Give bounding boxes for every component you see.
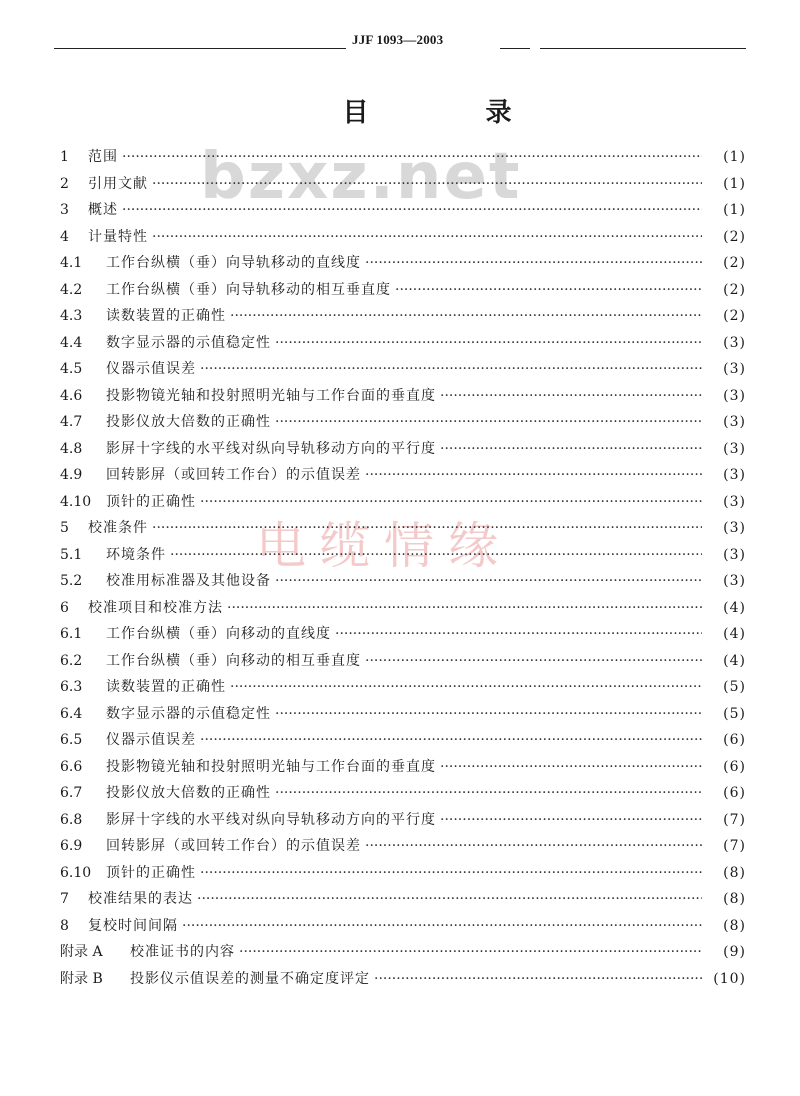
toc-entry-page: (10) bbox=[713, 970, 746, 987]
toc-entry-page: (7) bbox=[723, 811, 746, 828]
toc-entry-label: 范围 bbox=[88, 149, 118, 165]
toc-entry[interactable] bbox=[58, 305, 746, 332]
toc-entry-label: 校准证书的内容 bbox=[130, 944, 235, 960]
toc-entry[interactable] bbox=[58, 676, 746, 703]
toc-entry-label: 回转影屏（或回转工作台）的示值误差 bbox=[106, 838, 361, 854]
toc-entry-label: 投影仪示值误差的测量不确定度评定 bbox=[130, 970, 370, 987]
toc-entry-label: 读数装置的正确性 bbox=[106, 308, 226, 324]
toc-entry-page: (2) bbox=[723, 255, 746, 271]
toc-entry-label: 概述 bbox=[88, 202, 118, 218]
toc-dot-leader bbox=[152, 229, 702, 245]
page-title: 目 录 bbox=[342, 98, 566, 128]
toc-entry[interactable] bbox=[58, 385, 746, 412]
toc-entry-page: (3) bbox=[723, 573, 746, 589]
toc-entry-page: (8) bbox=[723, 891, 746, 907]
toc-entry-number: 6.10 bbox=[60, 864, 92, 881]
cn-watermark: 电缆情缘 bbox=[256, 517, 512, 575]
toc-entry[interactable] bbox=[58, 862, 746, 889]
toc-entry-number: 6.8 bbox=[60, 811, 83, 828]
toc-entry[interactable] bbox=[58, 941, 746, 968]
toc-entry-label: 顶针的正确性 bbox=[106, 493, 196, 510]
toc-entry-number: 6.2 bbox=[60, 652, 83, 669]
toc-dot-leader bbox=[239, 944, 702, 960]
toc-entry-page: (4) bbox=[723, 652, 746, 669]
toc-entry-label: 环境条件 bbox=[106, 546, 166, 563]
toc-dot-leader bbox=[365, 255, 702, 271]
toc-entry-label: 校准项目和校准方法 bbox=[88, 599, 223, 616]
toc-dot-leader bbox=[440, 759, 702, 775]
toc-entry-number: 3 bbox=[60, 202, 69, 218]
toc-entry-number: 4.8 bbox=[60, 440, 83, 457]
toc-entry-label: 复校时间间隔 bbox=[88, 917, 178, 934]
toc-entry-page: (1) bbox=[723, 149, 746, 165]
toc-entry-page: (6) bbox=[723, 785, 746, 801]
toc-entry[interactable] bbox=[58, 888, 746, 915]
toc-dot-leader bbox=[275, 785, 702, 801]
toc-entry-number: 6.3 bbox=[60, 679, 83, 695]
toc-entry-number: 4.2 bbox=[60, 281, 83, 298]
toc-entry-page: (3) bbox=[723, 440, 746, 457]
toc-dot-leader bbox=[374, 971, 702, 987]
site-watermark: bzxz.net bbox=[200, 140, 522, 214]
toc-entry-number: 2 bbox=[60, 175, 69, 192]
toc-entry-number: 1 bbox=[60, 149, 69, 165]
toc-entry-label: 引用文献 bbox=[88, 175, 148, 192]
toc-dot-leader bbox=[365, 653, 702, 669]
toc-entry-page: (8) bbox=[723, 917, 746, 934]
toc-entry-page: (6) bbox=[723, 758, 746, 775]
toc-entry[interactable] bbox=[58, 835, 746, 862]
toc-entry[interactable] bbox=[58, 623, 746, 650]
toc-entry[interactable] bbox=[58, 756, 746, 783]
toc-entry-label: 仪器示值误差 bbox=[106, 361, 196, 377]
toc-entry-page: (6) bbox=[723, 732, 746, 748]
toc-dot-leader bbox=[230, 308, 702, 324]
toc-entry[interactable] bbox=[58, 173, 746, 200]
toc-entry-page: (9) bbox=[723, 944, 746, 960]
toc-entry-number: 附录 A bbox=[60, 944, 103, 960]
toc-entry-page: (3) bbox=[723, 414, 746, 430]
page-header bbox=[0, 30, 800, 56]
toc-entry-page: (3) bbox=[723, 493, 746, 510]
toc-entry[interactable] bbox=[58, 358, 746, 385]
toc-dot-leader bbox=[152, 520, 702, 536]
toc-entry[interactable] bbox=[58, 199, 746, 226]
toc-entry[interactable] bbox=[58, 570, 746, 597]
toc-dot-leader bbox=[200, 361, 702, 377]
toc-dot-leader bbox=[200, 494, 702, 510]
toc-entry-label: 工作台纵横（垂）向移动的相互垂直度 bbox=[106, 652, 361, 669]
toc-entry-number: 5 bbox=[60, 520, 69, 536]
toc-dot-leader bbox=[170, 547, 702, 563]
toc-entry-label: 投影物镜光轴和投射照明光轴与工作台面的垂直度 bbox=[106, 387, 436, 404]
toc-dot-leader bbox=[395, 282, 702, 298]
toc-dot-leader bbox=[227, 600, 702, 616]
toc-entry-label: 计量特性 bbox=[88, 228, 148, 245]
toc-entry-number: 6.7 bbox=[60, 785, 83, 801]
toc-dot-leader bbox=[182, 918, 702, 934]
toc-entry-label: 投影物镜光轴和投射照明光轴与工作台面的垂直度 bbox=[106, 758, 436, 775]
toc-dot-leader bbox=[335, 626, 702, 642]
toc-entry-label: 读数装置的正确性 bbox=[106, 679, 226, 695]
toc-entry-number: 4.1 bbox=[60, 255, 83, 271]
toc-entry-label: 仪器示值误差 bbox=[106, 732, 196, 748]
toc-entry-label: 数字显示器的示值稳定性 bbox=[106, 334, 271, 351]
toc-entry[interactable] bbox=[58, 544, 746, 571]
toc-dot-leader bbox=[200, 732, 702, 748]
toc-entry-page: (3) bbox=[723, 361, 746, 377]
toc-entry[interactable] bbox=[58, 517, 746, 544]
toc-entry-number: 6.9 bbox=[60, 838, 83, 854]
toc-entry-number: 5.1 bbox=[60, 546, 83, 563]
toc-entry-page: (1) bbox=[723, 175, 746, 192]
toc-dot-leader bbox=[152, 176, 702, 192]
toc-dot-leader bbox=[275, 335, 702, 351]
toc-entry-page: (2) bbox=[723, 281, 746, 298]
toc-entry-number: 6.5 bbox=[60, 732, 83, 748]
toc-dot-leader bbox=[122, 149, 702, 165]
toc-entry-page: (3) bbox=[723, 334, 746, 351]
toc-entry-label: 校准结果的表达 bbox=[88, 891, 193, 907]
toc-dot-leader bbox=[275, 414, 702, 430]
header-rule-mid bbox=[500, 48, 530, 49]
toc-entry-number: 7 bbox=[60, 891, 69, 907]
toc-entry-label: 校准用标准器及其他设备 bbox=[106, 573, 271, 589]
toc-entry[interactable] bbox=[58, 491, 746, 518]
toc-entry-number: 4.5 bbox=[60, 361, 83, 377]
toc-entry-page: (2) bbox=[723, 228, 746, 245]
toc-entry-page: (8) bbox=[723, 864, 746, 881]
toc-entry[interactable] bbox=[58, 411, 746, 438]
toc-dot-leader bbox=[122, 202, 702, 218]
toc-entry-page: (3) bbox=[723, 387, 746, 404]
toc-dot-leader bbox=[440, 388, 702, 404]
toc-entry-number: 6.6 bbox=[60, 758, 83, 775]
toc-dot-leader bbox=[200, 865, 702, 881]
toc-entry-number: 6.1 bbox=[60, 626, 83, 642]
toc-dot-leader bbox=[197, 891, 702, 907]
toc-entry-label: 回转影屏（或回转工作台）的示值误差 bbox=[106, 467, 361, 483]
toc-dot-leader bbox=[275, 573, 702, 589]
toc-entry-number: 附录 B bbox=[60, 970, 103, 987]
toc-entry-number: 4.3 bbox=[60, 308, 83, 324]
toc-entry[interactable] bbox=[58, 809, 746, 836]
toc-entry-label: 投影仪放大倍数的正确性 bbox=[106, 414, 271, 430]
toc-entry-label: 工作台纵横（垂）向移动的直线度 bbox=[106, 626, 331, 642]
toc-entry-page: (5) bbox=[723, 679, 746, 695]
toc-entry-label: 校准条件 bbox=[88, 520, 148, 536]
toc-entry[interactable] bbox=[58, 650, 746, 677]
toc-entry-page: (7) bbox=[723, 838, 746, 854]
toc-entry-label: 数字显示器的示值稳定性 bbox=[106, 705, 271, 722]
toc-entry-page: (3) bbox=[723, 467, 746, 483]
header-rule-left bbox=[54, 48, 346, 49]
toc-entry-number: 6.4 bbox=[60, 705, 83, 722]
toc-entry-number: 8 bbox=[60, 917, 69, 934]
toc-entry-label: 投影仪放大倍数的正确性 bbox=[106, 785, 271, 801]
toc-entry-number: 6 bbox=[60, 599, 69, 616]
toc-entry-number: 4 bbox=[60, 228, 69, 245]
toc-entry-page: (3) bbox=[723, 520, 746, 536]
toc-entry-page: (4) bbox=[723, 599, 746, 616]
toc-dot-leader bbox=[440, 812, 702, 828]
toc-entry-number: 4.9 bbox=[60, 467, 83, 483]
toc-entry-page: (4) bbox=[723, 626, 746, 642]
toc-entry-number: 4.6 bbox=[60, 387, 83, 404]
toc-entry-page: (5) bbox=[723, 705, 746, 722]
toc-entry[interactable] bbox=[58, 438, 746, 465]
toc-entry[interactable] bbox=[58, 915, 746, 942]
header-rule-right bbox=[540, 48, 746, 49]
toc-entry[interactable] bbox=[58, 703, 746, 730]
toc-entry-number: 4.4 bbox=[60, 334, 83, 351]
toc-entry-number: 5.2 bbox=[60, 573, 83, 589]
toc-dot-leader bbox=[365, 838, 702, 854]
toc-entry-label: 影屏十字线的水平线对纵向导轨移动方向的平行度 bbox=[106, 440, 436, 457]
toc-entry[interactable] bbox=[58, 146, 746, 173]
toc-dot-leader bbox=[275, 706, 702, 722]
toc-dot-leader bbox=[230, 679, 702, 695]
toc-entry-page: (3) bbox=[723, 546, 746, 563]
toc-entry[interactable] bbox=[58, 968, 746, 995]
toc-entry[interactable] bbox=[58, 279, 746, 306]
table-of-contents bbox=[58, 146, 746, 994]
toc-entry[interactable] bbox=[58, 332, 746, 359]
toc-entry-label: 顶针的正确性 bbox=[106, 864, 196, 881]
toc-entry-label: 工作台纵横（垂）向导轨移动的直线度 bbox=[106, 255, 361, 271]
toc-entry-label: 影屏十字线的水平线对纵向导轨移动方向的平行度 bbox=[106, 811, 436, 828]
toc-entry[interactable] bbox=[58, 782, 746, 809]
toc-entry[interactable] bbox=[58, 597, 746, 624]
toc-dot-leader bbox=[440, 441, 702, 457]
toc-entry[interactable] bbox=[58, 252, 746, 279]
toc-dot-leader bbox=[365, 467, 702, 483]
toc-entry-number: 4.10 bbox=[60, 493, 92, 510]
standard-number: JJF 1093—2003 bbox=[352, 32, 444, 47]
toc-entry-page: (1) bbox=[723, 202, 746, 218]
toc-entry-number: 4.7 bbox=[60, 414, 83, 430]
toc-entry[interactable] bbox=[58, 464, 746, 491]
toc-entry-page: (2) bbox=[723, 308, 746, 324]
toc-entry[interactable] bbox=[58, 729, 746, 756]
toc-entry[interactable] bbox=[58, 226, 746, 253]
toc-entry-label: 工作台纵横（垂）向导轨移动的相互垂直度 bbox=[106, 281, 391, 298]
